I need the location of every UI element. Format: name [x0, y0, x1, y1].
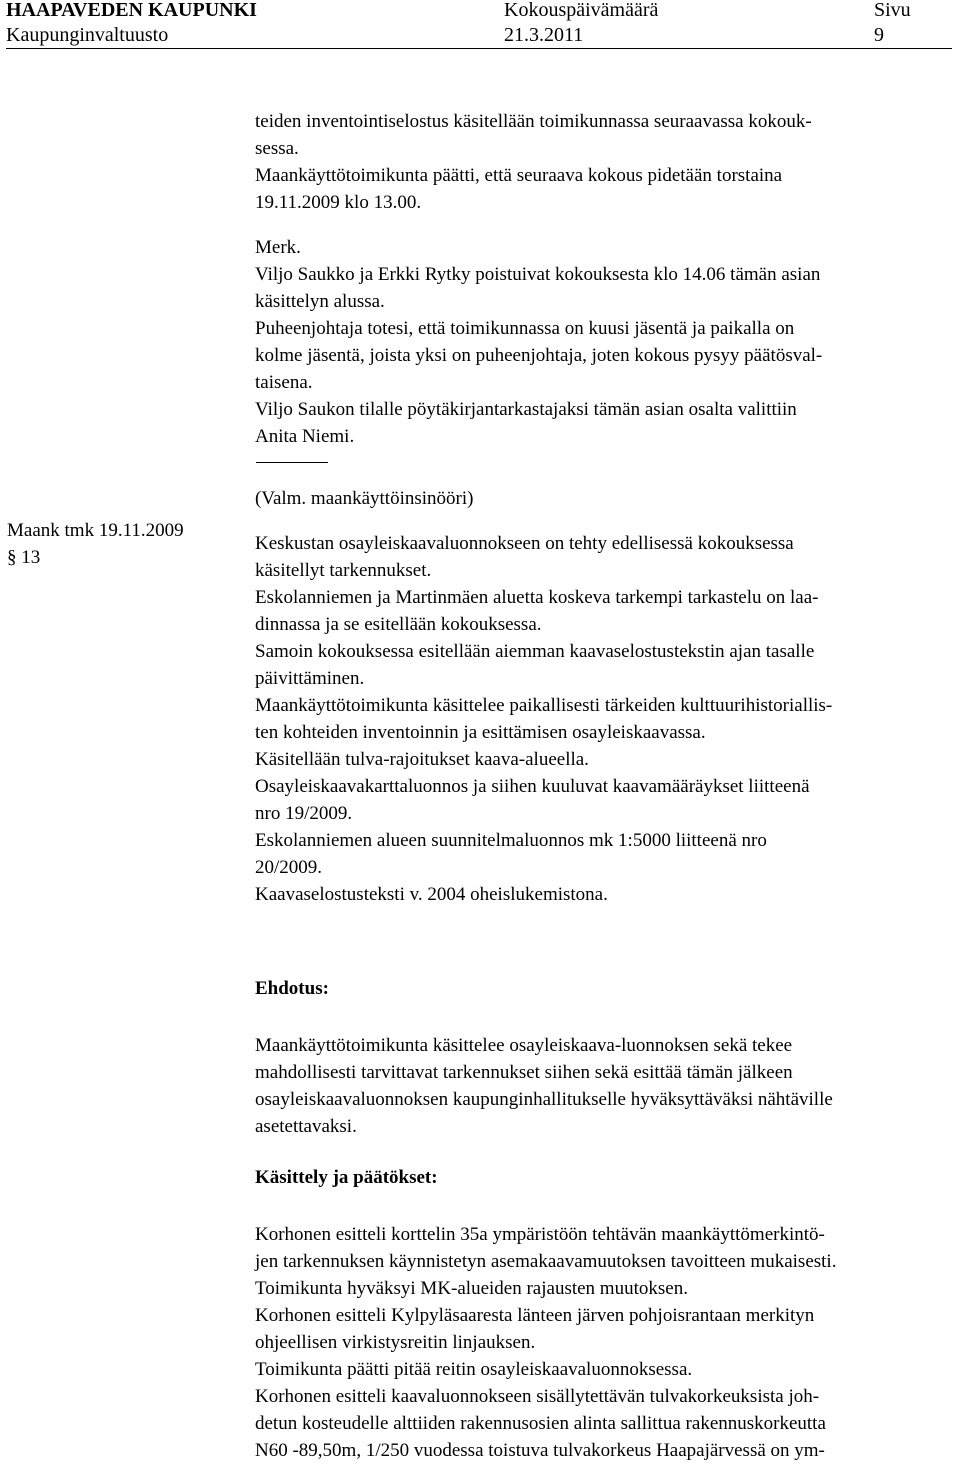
description-paragraph — [255, 530, 955, 908]
header-date: 21.3.2011 — [504, 24, 584, 46]
text-line: taisena. — [255, 372, 313, 393]
kasittely-paragraph — [255, 1221, 955, 1464]
text-line: Käsitellään tulva-rajoitukset kaava-alueella. — [255, 749, 589, 770]
text-line: dinnassa ja se esitellään kokouksessa. — [255, 614, 542, 635]
text-line: Korhonen esitteli korttelin 35a ympäristöön tehtävän maankäyttömerkintö- — [255, 1224, 825, 1245]
text-line: Viljo Saukko ja Erkki Rytky poistuivat kokouksesta klo 14.06 tämän asian — [255, 264, 821, 285]
text-line: N60 -89,50m, 1/250 vuodessa toistuva tulvakorkeus Haapajärvessä on ym- — [255, 1440, 825, 1461]
separator-rule — [256, 462, 328, 463]
text-line: ten kohteiden inventoinnin ja esittämisen osayleiskaavassa. — [255, 722, 706, 743]
text-line: Eskolanniemen alueen suunnitelmaluonnos mk 1:5000 liitteenä nro — [255, 830, 767, 851]
merk-note — [255, 234, 955, 450]
text-line: Puheenjohtaja totesi, että toimikunnassa on kuusi jäsentä ja paikalla on — [255, 318, 795, 339]
ehdotus-heading: Ehdotus: — [255, 978, 329, 999]
header-page-number: 9 — [874, 24, 884, 46]
text-line: Anita Niemi. — [255, 426, 355, 447]
continued-paragraph — [255, 108, 955, 216]
text-line: jen tarkennuksen käynnistetyn asemakaavamuutoksen tavoitteen mukaisesti. — [255, 1251, 837, 1272]
section-number: § 13 — [7, 547, 41, 568]
text-line: osayleiskaavaluonnoksen kaupunginhallitukselle hyväksyttäväksi nähtäville — [255, 1089, 833, 1110]
text-line: Kaavaselostusteksti v. 2004 oheislukemistona. — [255, 884, 608, 905]
main-text — [255, 108, 955, 908]
text-line: Toimikunta päätti pitää reitin osayleiskaavaluonnoksessa. — [255, 1359, 693, 1380]
text-line: käsittelyn alussa. — [255, 291, 385, 312]
text-line: mahdollisesti tarvittavat tarkennukset siihen sekä esittää tämän jälkeen — [255, 1062, 793, 1083]
text-line: detun kosteudelle alttiiden rakennusosien alinta sallittua rakennuskorkeutta — [255, 1413, 826, 1434]
text-line: käsitellyt tarkennukset. — [255, 560, 432, 581]
text-line: Merk. — [255, 237, 301, 258]
text-line: kolme jäsentä, joista yksi on puheenjohtaja, joten kokous pysyy päätösval- — [255, 345, 823, 366]
text-line: Keskustan osayleiskaavaluonnokseen on tehty edellisessä kokouksessa — [255, 533, 794, 554]
text-line: Maankäyttötoimikunta käsittelee paikallisesti tärkeiden kulttuurihistoriallis- — [255, 695, 833, 716]
text-line: Maankäyttötoimikunta käsittelee osayleiskaava-luonnoksen sekä tekee — [255, 1035, 793, 1056]
text-line: Osayleiskaavakarttaluonnos ja siihen kuuluvat kaavamääräykset liitteenä — [255, 776, 810, 797]
header-body: Kaupunginvaltuusto — [6, 24, 169, 46]
meeting-reference: Maank tmk 19.11.2009 — [7, 520, 184, 541]
text-line: Korhonen esitteli kaavaluonnokseen sisällytettävän tulvakorkeuksista joh- — [255, 1386, 820, 1407]
text-line: päivittäminen. — [255, 668, 365, 689]
header-org: HAAPAVEDEN KAUPUNKI — [6, 0, 257, 21]
ehdotus-paragraph — [255, 1032, 955, 1140]
preparer-note: (Valm. maankäyttöinsinööri) — [255, 488, 474, 509]
text-line: Viljo Saukon tilalle pöytäkirjantarkastajaksi tämän asian osalta valittiin — [255, 399, 797, 420]
text-line: Korhonen esitteli Kylpyläsaaresta länteen järven pohjoisrantaan merkityn — [255, 1305, 815, 1326]
text-line: Maankäyttötoimikunta päätti, että seuraava kokous pidetään torstaina — [255, 165, 783, 186]
text-line: Toimikunta hyväksyi MK-alueiden rajausten muutoksen. — [255, 1278, 688, 1299]
header-date-label: Kokouspäivämäärä — [504, 0, 659, 21]
page-header — [6, 0, 952, 49]
kasittely-heading: Käsittely ja päätökset: — [255, 1167, 438, 1188]
text-line: nro 19/2009. — [255, 803, 353, 824]
header-page-label: Sivu — [874, 0, 911, 21]
text-line: Eskolanniemen ja Martinmäen aluetta koskeva tarkempi tarkastelu on laa- — [255, 587, 819, 608]
text-line: ohjeellisen virkistysreitin linjauksen. — [255, 1332, 536, 1353]
text-line: teiden inventointiselostus käsitellään toimikunnassa seuraavassa kokouk- — [255, 111, 812, 132]
section-reference — [7, 517, 184, 571]
text-line: 19.11.2009 klo 13.00. — [255, 192, 422, 213]
text-line: 20/2009. — [255, 857, 323, 878]
text-line: asetettavaksi. — [255, 1116, 357, 1137]
text-line: sessa. — [255, 138, 299, 159]
text-line: Samoin kokouksessa esitellään aiemman kaavaselostustekstin ajan tasalle — [255, 641, 815, 662]
